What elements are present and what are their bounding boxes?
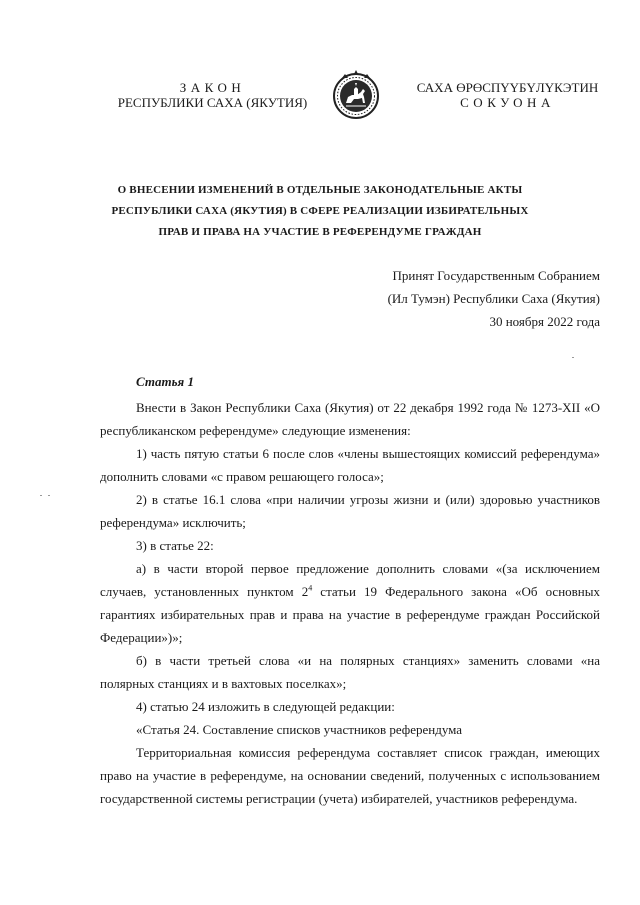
- scan-speck: [572, 357, 574, 358]
- paragraph-item-3a-rest: статьи 19 Федерального закона «Об основных гарантиях избирательных прав и права на участие в референдуме граждан Российской Федерации»)»;: [100, 584, 600, 645]
- paragraph-intro: Внести в Закон Республики Саха (Якутия) от 22 декабря 1992 года № 1273-XII «О республиканском референдуме» следующие изменения:: [100, 400, 600, 438]
- republic-name-sakha: САХА ӨРӨСПҮҮБҮЛҮКЭТИН: [416, 80, 599, 95]
- article-heading: Статья 1: [136, 374, 194, 389]
- header-right: [410, 80, 605, 110]
- republic-name: РЕСПУБЛИКИ САХА (ЯКУТИЯ): [117, 95, 308, 110]
- law-title: [100, 180, 540, 243]
- yakutia-coat-of-arms-icon: [332, 70, 380, 124]
- header-left: [105, 80, 320, 110]
- paragraph-item-1: 1) часть пятую статьи 6 после слов «члены вышестоящих комиссий референдума» дополнить словами «с правом решающего голоса»;: [100, 446, 600, 484]
- scan-speck: [48, 495, 50, 496]
- scan-speck: [40, 495, 42, 496]
- title-line-3: ПРАВ И ПРАВА НА УЧАСТИЕ В РЕФЕРЕНДУМЕ ГРАЖДАН: [158, 226, 482, 238]
- paragraph-item-4: 4) статью 24 изложить в следующей редакции:: [136, 699, 395, 714]
- paragraph-item-3a-text: а) в части второй первое предложение дополнить словами «(за исключением случаев, установленных пунктом 2: [100, 561, 600, 599]
- title-line-2: РЕСПУБЛИКИ САХА (ЯКУТИЯ) В СФЕРЕ РЕАЛИЗАЦИИ ИЗБИРАТЕЛЬНЫХ: [111, 205, 529, 217]
- superscript: 4: [308, 583, 313, 593]
- paragraph-article-24-text: Территориальная комиссия референдума составляет список граждан, имеющих право на участие в референдуме, на основании сведений, полученных с использованием государственной системы регистрации (учета) избирателей, участников референдума.: [100, 745, 600, 806]
- title-line-1: О ВНЕСЕНИИ ИЗМЕНЕНИЙ В ОТДЕЛЬНЫЕ ЗАКОНОДАТЕЛЬНЫЕ АКТЫ: [117, 184, 523, 196]
- paragraph-item-3b: б) в части третьей слова «и на полярных станциях» заменить словами «на полярных станциях и в вахтовых поселках»;: [100, 653, 600, 691]
- paragraph-item-3a: [100, 557, 600, 649]
- article-body: [100, 396, 600, 810]
- law-label: ЗАКОН: [179, 80, 246, 95]
- adoption-line-1: Принят Государственным Собранием: [392, 268, 600, 283]
- paragraph-item-3: 3) в статье 22:: [136, 538, 214, 553]
- adoption-date: 30 ноября 2022 года: [489, 314, 600, 329]
- adoption-line-2: (Ил Тумэн) Республики Саха (Якутия): [387, 291, 600, 306]
- paragraph-article-24-title: «Статья 24. Составление списков участников референдума: [136, 722, 463, 737]
- adoption-note: [388, 264, 600, 333]
- paragraph-item-2: 2) в статье 16.1 слова «при наличии угрозы жизни и (или) здоровью участников референдума» исключить;: [100, 492, 600, 530]
- law-label-sakha: СОКУОНА: [460, 95, 555, 110]
